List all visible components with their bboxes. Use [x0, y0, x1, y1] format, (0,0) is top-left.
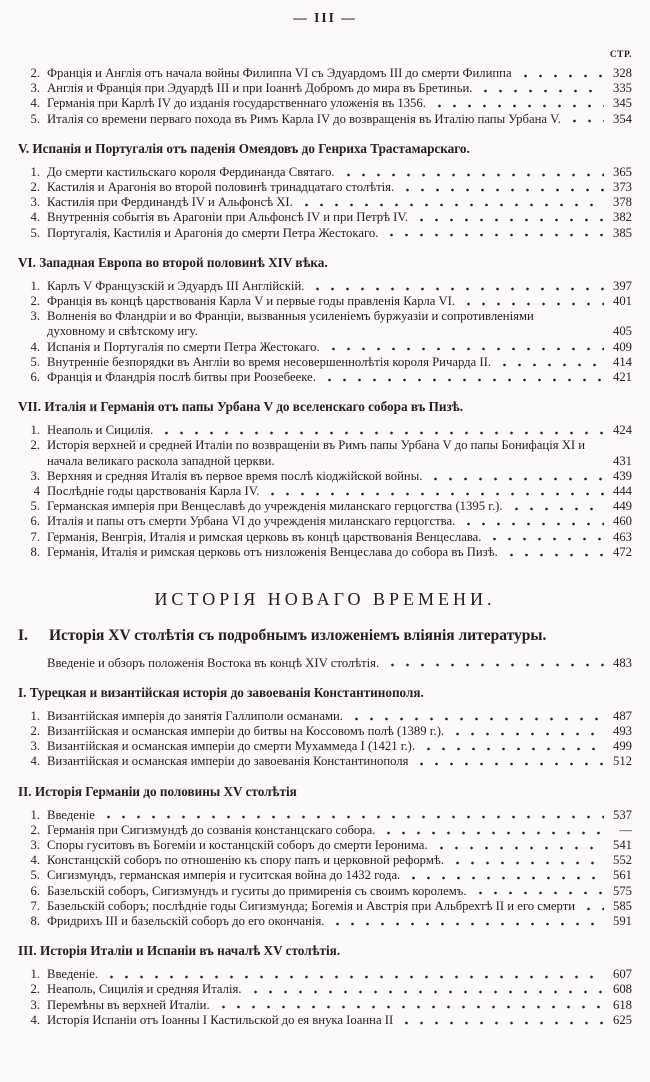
entry-page-number: 439: [612, 468, 632, 483]
entry-number: 5.: [30, 868, 40, 883]
dot-leader: [326, 342, 604, 354]
entry-title: Введеніе: [47, 807, 95, 822]
toc-entry: [18, 66, 632, 81]
dot-leader: [567, 114, 604, 126]
entry-title: Неаполь, Сицилія и средняя Италія.: [47, 982, 242, 997]
entry-number: 2.: [30, 180, 40, 195]
toc-entry: [18, 724, 632, 739]
entry-title: Германская имперія при Венцеславѣ до учрежденія миланскаго герцогства (1395 г.).: [47, 499, 503, 514]
dot-leader: [381, 825, 604, 837]
toc-entry: [18, 739, 632, 754]
section-heading: I. Турецкая и византійская исторія до завоеванія Константинополя.: [18, 684, 424, 700]
entry-title: Внутренніе безпорядки въ Англіи во время несовершеннолѣтія короля Ричарда II.: [47, 354, 492, 369]
entry-title: Послѣдніе годы царствованія Карла IV.: [47, 484, 260, 499]
entry-page-number: 591: [612, 914, 632, 929]
entry-number: 7.: [30, 898, 40, 913]
entry-number: 7.: [30, 529, 40, 544]
dot-leader: [310, 281, 604, 293]
toc-entry: [18, 899, 632, 914]
entry-number: 8.: [30, 914, 40, 929]
entry-title: Германія, Италія и римская церковь отъ низложенія Венцеслава до собора въ Пизѣ.: [47, 544, 498, 559]
dot-leader: [248, 985, 605, 997]
toc-entry: [18, 884, 632, 899]
dot-leader: [428, 471, 604, 483]
entry-page-number: 409: [612, 339, 632, 354]
toc-entry: [18, 967, 632, 982]
entry-title: Перемѣны въ верхней Италіи.: [47, 997, 210, 1012]
dot-leader: [265, 486, 604, 498]
dot-leader: [461, 296, 604, 308]
entry-title: Введеніе.: [47, 967, 99, 982]
entry-page-number: 625: [612, 1012, 632, 1027]
entry-number: 3.: [30, 195, 40, 210]
entry-page-number: 493: [612, 723, 632, 738]
dot-leader: [581, 901, 604, 913]
entry-title: Франція и Англія отъ начала войны Филиппа VI съ Эдуардомъ III до смерти Филиппа: [47, 66, 512, 80]
entry-number: 4.: [30, 339, 40, 354]
entry-page-number: 472: [612, 544, 632, 559]
entry-title: Италія со времени перваго похода въ Римъ Карла IV до возвращенія въ Италію папы Урбана V.: [47, 111, 561, 126]
entry-title: Италія и папы отъ смерти Урбана VI до учрежденія миланскаго герцогства.: [47, 514, 456, 529]
entry-number: 3.: [30, 739, 40, 754]
toc-group: [18, 399, 632, 560]
entry-page-number: 483: [612, 655, 632, 670]
dot-leader: [406, 871, 604, 883]
toc-entry: [18, 914, 632, 929]
dot-leader: [299, 197, 604, 209]
toc-entry: [18, 982, 632, 997]
dot-leader: [421, 741, 604, 753]
entry-title: Карлъ V Французскій и Эдуардъ III Англійскій.: [47, 278, 305, 293]
page-number-header: — III —: [293, 10, 357, 25]
entry-number: 4: [33, 484, 40, 499]
entry-number: 5.: [30, 354, 40, 369]
section-heading: V. Испанія и Португалія отъ паденія Омеядовъ до Генриха Трастамарскаго.: [18, 140, 470, 156]
toc-entry: [18, 309, 632, 339]
entry-title: Введеніе и обзоръ положенія Востока въ концѣ XIV столѣтія.: [47, 655, 380, 670]
entry-title: Византійская имперія до занятія Галлиполи османами.: [47, 708, 343, 723]
entry-title: Внутреннія событія въ Арагоніи при Альфонсѣ IV и при Петрѣ IV.: [47, 210, 409, 225]
entry-number: 3.: [30, 838, 40, 852]
dot-leader: [414, 757, 604, 769]
entry-page-number: 405: [612, 324, 632, 339]
entry-number: 2.: [30, 438, 40, 453]
toc-entry: [18, 754, 632, 769]
entry-number: 6.: [30, 370, 40, 385]
dot-leader: [216, 1000, 604, 1012]
entry-title: Базельскій соборъ; послѣдніе годы Сигизмунда; Богемія и Австрія при Альбрехтѣ II и его смерти: [47, 898, 576, 913]
toc-entry-intro: [18, 656, 632, 671]
entry-page-number: 365: [612, 164, 632, 179]
dot-leader: [518, 68, 604, 80]
entry-page-number: 424: [612, 423, 632, 438]
entry-number: 2.: [30, 66, 40, 80]
entry-page-number: 373: [612, 180, 632, 195]
entry-title: Кастилія и Арагонія во второй половинѣ тринадцатаго столѣтія.: [47, 180, 395, 195]
toc-entry: [18, 112, 632, 127]
toc-entry: [18, 484, 632, 499]
entry-number: 3.: [30, 81, 40, 96]
entry-page-number: 421: [612, 370, 632, 385]
entry-page-number: 328: [612, 66, 632, 80]
entry-title: Германія при Карлѣ IV до изданія государственнаго уложенія въ 1356.: [47, 96, 426, 111]
entry-page-number: 463: [612, 529, 632, 544]
entry-title: Неаполь и Сицилія.: [47, 423, 154, 438]
page-column-label: СТР.: [609, 50, 632, 60]
entry-page-number: 499: [612, 739, 632, 754]
entry-number: 5.: [30, 499, 40, 514]
dot-leader: [322, 372, 604, 384]
toc-entry: [18, 210, 632, 225]
entry-page-number: 607: [612, 967, 632, 982]
dot-leader: [159, 425, 604, 437]
toc-group: [18, 943, 632, 1028]
entry-number: 6.: [30, 514, 40, 529]
toc-entry: [18, 514, 632, 529]
toc-entry: [18, 530, 632, 545]
entry-title: Германія, Венгрія, Италія и римская церковь въ концѣ царствованія Венцеслава.: [47, 529, 482, 544]
dot-leader: [450, 726, 604, 738]
toc-entry: [18, 81, 632, 96]
entry-page-number: 345: [612, 96, 632, 111]
entry-title: Византійская и османская имперіи до смерти Мухаммеда I (1421 г.).: [47, 739, 416, 754]
entry-page-number: 449: [612, 499, 632, 514]
toc-entry: [18, 1013, 632, 1028]
toc-entry: [18, 226, 632, 241]
entry-number: 2.: [30, 822, 40, 837]
dot-leader: [384, 228, 604, 240]
entry-title: Византійская и османская имперіи до битвы на Коссовомъ полѣ (1389 г.).: [47, 723, 445, 738]
dot-leader: [432, 99, 604, 111]
toc-entry: [18, 355, 632, 370]
toc-entry: [18, 340, 632, 355]
entry-title: Франція и Фландрія послѣ битвы при Роозебееке.: [47, 370, 316, 385]
entry-page-number: 385: [612, 225, 632, 240]
toc-entry: [18, 853, 632, 868]
entry-page-number: —: [619, 822, 632, 837]
entry-page-number: 487: [612, 708, 632, 723]
dot-leader: [104, 969, 604, 981]
entry-number: 5.: [30, 111, 40, 126]
entry-title: Франція въ концѣ царствованія Карла V и первые годы правленія Карла VI.: [47, 294, 456, 309]
entry-number: 4.: [30, 754, 40, 769]
entry-page-number: 512: [612, 754, 632, 769]
section-heading: III. Исторія Италіи и Испаніи въ началѣ XV столѣтія.: [18, 943, 341, 959]
entry-number: 3.: [30, 468, 40, 483]
entry-page-number: 618: [612, 997, 632, 1012]
entry-number: 1.: [30, 807, 40, 822]
entry-title: Базельскій соборъ, Сигизмундъ и гуситы до примиренія съ своимъ королемъ.: [47, 883, 467, 898]
part-heading: ИСТОРІЯ НОВАГО ВРЕМЕНИ.: [154, 589, 496, 610]
dot-leader: [330, 916, 604, 928]
entry-number: 4.: [30, 853, 40, 868]
toc-entry: [18, 294, 632, 309]
toc-entry: [18, 438, 632, 468]
toc-entry: [18, 165, 632, 180]
dot-leader: [385, 658, 604, 670]
toc-entry: [18, 998, 632, 1013]
toc-group: [18, 685, 632, 770]
dot-leader: [349, 711, 604, 723]
entry-title: Исторія Испаніи отъ Іоанны I Кастильской до ея внука Іоанна II: [47, 1012, 394, 1027]
entry-title: Византійская и османская имперіи до завоеванія Константинополя: [47, 754, 409, 769]
dot-leader: [509, 501, 604, 513]
entry-title: Споры гуситовъ въ Богеміи и костанцскій соборъ до смерти Іеронима.: [47, 838, 428, 852]
entry-number: 5.: [30, 225, 40, 240]
entry-title: Сигизмундъ, германская имперія и гуситская война до 1432 года.: [47, 868, 401, 883]
toc-entry: [18, 195, 632, 210]
dot-leader: [399, 1015, 604, 1027]
entry-page-number: 354: [612, 111, 632, 126]
entry-number: 6.: [30, 883, 40, 898]
entry-title: Волненія во Фландріи и во Франціи, вызванныя усиленіемъ буржуазіи и сопротивленіями духовному и свѣтскому игу.: [47, 309, 534, 339]
entry-title: Германія при Сигизмундѣ до созванія констанцскаго собора.: [47, 822, 376, 837]
entry-number: 1.: [30, 423, 40, 438]
entry-number: 4.: [30, 210, 40, 225]
dot-leader: [478, 83, 604, 95]
entry-page-number: 397: [612, 278, 632, 293]
toc-entry: [18, 838, 632, 853]
dot-leader: [497, 357, 604, 369]
toc-entry: [18, 868, 632, 883]
entry-title: Испанія и Португалія по смерти Петра Жестокаго.: [47, 339, 320, 354]
entry-page-number: 537: [612, 807, 632, 822]
toc-entry: [18, 279, 632, 294]
entry-page-number: 585: [612, 898, 632, 913]
entry-page-number: 608: [612, 982, 632, 997]
toc-entry: [18, 96, 632, 111]
entry-page-number: 575: [612, 883, 632, 898]
entry-page-number: 335: [612, 81, 632, 96]
toc-entry: [18, 499, 632, 514]
toc-entry: [18, 808, 632, 823]
dot-leader: [599, 327, 604, 339]
entry-title: Англія и Франція при Эдуардѣ III и при Іоаннѣ Добромъ до мира въ Бретиньи.: [47, 81, 473, 96]
entry-title: Исторія верхней и средней Италіи по возвращеніи въ Римъ папы Урбана V до папы Бонифація XI и начала великаго раскола западной церкви.: [47, 438, 586, 468]
entry-page-number: 561: [612, 868, 632, 883]
section-heading: VII. Италія и Германія отъ папы Урбана V до вселенскаго собора въ Пизѣ.: [18, 399, 463, 415]
entry-page-number: 382: [612, 210, 632, 225]
dot-leader: [504, 547, 604, 559]
entry-page-number: 401: [612, 294, 632, 309]
toc-group: [18, 255, 632, 385]
entry-page-number: 431: [612, 453, 632, 468]
toc-entry: [18, 423, 632, 438]
entry-number: 8.: [30, 544, 40, 559]
toc-group: [18, 784, 632, 930]
entry-page-number: 414: [612, 354, 632, 369]
section-heading: II. Исторія Германіи до половины XV столѣтія: [18, 783, 297, 799]
entry-page-number: 460: [612, 514, 632, 529]
dot-leader: [101, 810, 604, 822]
toc-entry: [18, 823, 632, 838]
dot-leader: [487, 532, 604, 544]
dot-leader: [414, 213, 604, 225]
dot-leader: [461, 517, 604, 529]
toc-entry: [18, 709, 632, 724]
entry-page-number: 552: [612, 853, 632, 868]
dot-leader: [450, 855, 604, 867]
toc-entry: [18, 180, 632, 195]
entry-title: До смерти кастильскаго короля Фердинанда Святаго.: [47, 164, 335, 179]
chapter-title: Исторія XV столѣтія съ подробнымъ изложеніемъ вліянія литературы.: [49, 627, 547, 645]
toc-group: [18, 66, 632, 127]
toc-entry: [18, 370, 632, 385]
entry-number: 1.: [30, 967, 40, 982]
dot-leader: [600, 456, 604, 468]
entry-title: Констанцскій соборъ по отношенію къ спору папъ и церковной реформѣ.: [47, 853, 444, 868]
chapter-heading: [18, 626, 632, 646]
entry-number: 4.: [30, 1012, 40, 1027]
toc-group: [18, 141, 632, 241]
entry-page-number: 541: [612, 838, 632, 852]
entry-page-number: 444: [612, 484, 632, 499]
dot-leader: [473, 886, 605, 898]
entry-number: 1.: [30, 164, 40, 179]
chapter-numeral: I.: [18, 627, 28, 645]
dot-leader: [400, 182, 604, 194]
entry-number: 2.: [30, 294, 40, 309]
entry-number: 1.: [30, 278, 40, 293]
toc-entry: [18, 469, 632, 484]
entry-number: 3.: [30, 997, 40, 1012]
section-heading: VI. Западная Европа во второй половинѣ XIV вѣка.: [18, 254, 328, 270]
entry-number: 2.: [30, 723, 40, 738]
entry-number: 4.: [30, 96, 40, 111]
entry-title: Фридрихъ III и базельскій соборъ до его окончанія.: [47, 914, 325, 929]
entry-number: 3.: [30, 309, 40, 324]
entry-title: Португалія, Кастилія и Арагонія до смерти Петра Жестокаго.: [47, 225, 379, 240]
entry-number: 2.: [30, 982, 40, 997]
entry-page-number: 378: [612, 195, 632, 210]
dot-leader: [341, 167, 604, 179]
entry-number: 1.: [30, 708, 40, 723]
entry-title: Кастилія при Фердинандѣ IV и Альфонсѣ XI.: [47, 195, 293, 210]
entry-title: Верхняя и средняя Италія въ первое время послѣ кіоджійской войны.: [47, 468, 423, 483]
dot-leader: [434, 840, 604, 852]
toc-entry: [18, 545, 632, 560]
